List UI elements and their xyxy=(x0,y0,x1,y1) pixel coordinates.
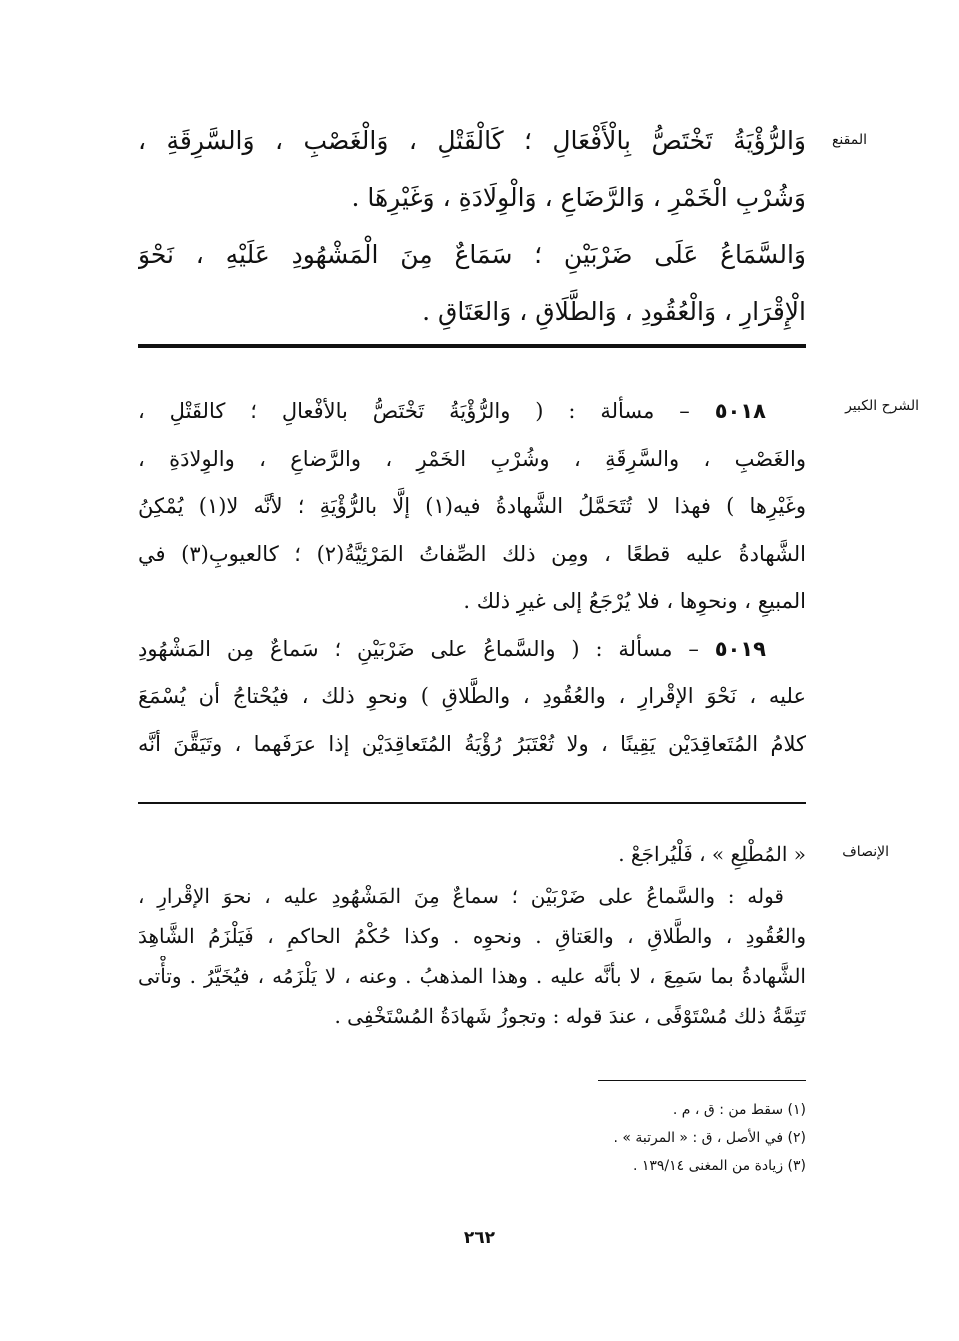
sharh-line xyxy=(138,388,806,436)
sharh-line: كلامُ المُتَعاقِدَيْن يَقِينًا ، ولا تُعْتَبَرُ رُؤْيَةُ المُتَعاقِدَيْن إذا عرَفَهما ، وتَيَقَّنَ أنَّه xyxy=(138,731,806,756)
footnote: (٢) في الأصل ، ق : « المرتبة » . xyxy=(613,1130,806,1146)
footnote: (١) سقط من : ق ، م . xyxy=(672,1102,806,1118)
section-label-sharh: الشرح الكبير xyxy=(845,398,919,414)
sharh-line xyxy=(138,626,806,674)
insaf-line: تَتِمَّةُ ذلك مُسْتَوْفًى ، عندَ قوله : وتجوزُ شَهادَةُ المُسْتَخْفِى . xyxy=(334,1004,806,1028)
sharh-line-text: – مسألة : ( والسَّماعُ على ضَرْبَيْنِ ؛ سَماعٌ مِن المَشْهُودِ xyxy=(138,636,699,661)
footnote: (٣) زيادة من المغنى ١٣٩/١٤ . xyxy=(632,1158,806,1174)
page-number: ٢٦٢ xyxy=(463,1228,496,1248)
sharh-line: والغَصْبِ ، والسَّرِقَةِ ، وشُرْبِ الخَمْرِ ، والرَّضاعِ ، والوِلادَةِ ، xyxy=(138,446,806,471)
sharh-line: الشَّهادةُ عليه قطعًا ، ومِن ذلك الصِّفاتُ المَرْئِيَّةُ(٢) ؛ كالعيوبِ(٣) في xyxy=(138,541,806,566)
footnotes xyxy=(560,1096,806,1180)
insaf-text xyxy=(138,832,806,1036)
sharh-line: وغَيْرِها ) فهذا لا تُتَحَمَّلُ الشَّهادةُ فيه(١) إلَّا بالرُّؤْيَةِ ؛ لأنَّه لا(١) يُمْكِنُ xyxy=(138,494,806,518)
section-divider-thick xyxy=(138,344,806,348)
section-label-muqni: المقنع xyxy=(831,132,867,148)
section-divider-thin xyxy=(138,802,806,804)
muqni-line: الْإِقْرَارِ ، وَالْعُقُودِ ، وَالطَّلَاقِ ، وَالعَتَاقِ . xyxy=(422,297,806,326)
insaf-line: والعُقُودِ ، والطَّلاقِ ، والعَتاقِ . ونحوِه . وكذا حُكْمُ الحاكمِ ، فَيَلْزَمُ الشَّاهِدَ xyxy=(138,924,806,948)
insaf-line: قوله : والسَّماعُ على ضَرْبَيْن ؛ سماعٌ مِنَ المَشْهُودِ عليه ، نحوَ الإقْرارِ ، xyxy=(138,884,784,908)
insaf-line: الشَّهادةُ بما سَمِعَ ، لا بأنَّه عليه . وهذا المذهبُ . وعنه ، لا يَلْزَمُه ، فيُخَيَّرُ . وتأْتى xyxy=(138,964,806,988)
muqni-line: وَالرُّؤْيَةُ تَخْتَصُّ بِالْأَفْعَالِ ؛ كَالْقَتْلِ ، وَالْغَصْبِ ، وَالسَّرِقَةِ ، xyxy=(138,126,806,155)
sharh-text xyxy=(138,388,806,768)
sharh-line: المبيعِ ، ونحوِها ، فلا يُرْجَعُ إلى غيرِ ذلك . xyxy=(463,589,806,613)
muqni-line: وَالسَّمَاعُ عَلَى ضَرْبَيْنِ ؛ سَمَاعٌ مِنَ الْمَشْهُودِ عَلَيْهِ ، نَحْوَ xyxy=(138,240,806,269)
footnote-divider xyxy=(598,1080,806,1081)
muqni-line: وَشُرْبِ الْخَمْرِ ، وَالرَّضَاعِ ، وَالْوِلَادَةِ ، وَغَيْرِهَا . xyxy=(351,183,806,212)
sharh-line: عليه ، نَحْوَ الإقْرارِ ، والعُقُودِ ، والطَّلاقِ ) ونحوِ ذلك ، فيُحْتاجُ أن يُسْمَعَ xyxy=(138,684,806,708)
issue-number: ٥٠١٨ xyxy=(714,399,766,423)
muqni-text xyxy=(138,112,806,340)
sharh-line-text: – مسألة : ( والرُّؤْيَةُ تَخْتَصُّ بالأفْعالِ ؛ كالقَتْلِ ، xyxy=(138,399,690,423)
insaf-line: « المُطْلِعِ » ، فَلْيُراجَعْ . xyxy=(618,842,806,866)
section-label-insaf: الإنصاف xyxy=(842,844,889,860)
issue-number: ٥٠١٩ xyxy=(714,636,766,661)
